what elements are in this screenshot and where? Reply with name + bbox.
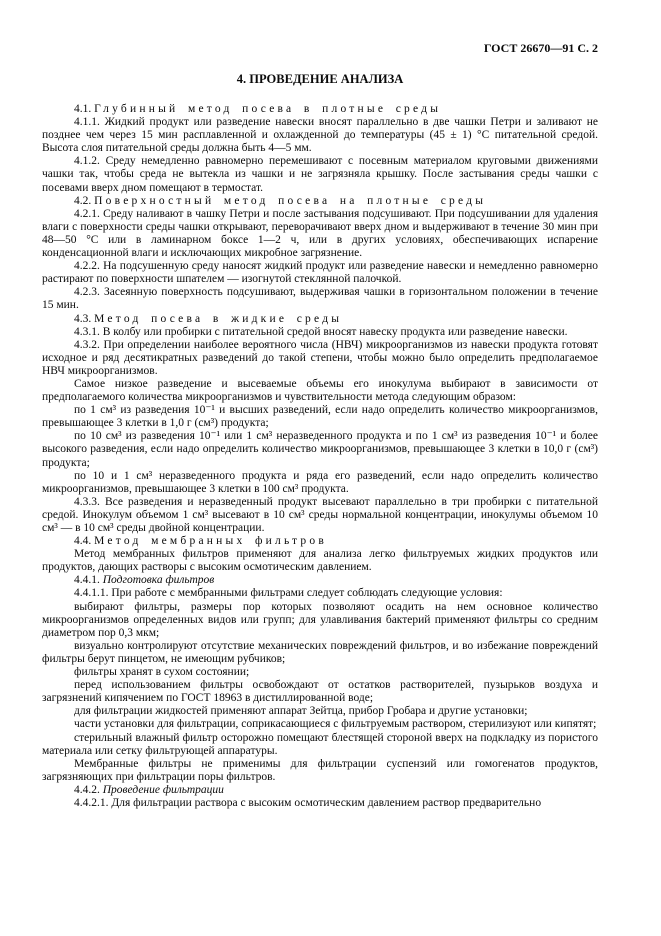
heading-number: 4.1. <box>74 103 92 115</box>
document-body <box>42 103 598 810</box>
paragraph: 4.2.1. Среду наливают в чашку Петри и после застывания подсушивают. При подсушивании для удаления влаги с поверхности среды чашки открывают, переворачивают вверх дном и выдерживают в течение 30 мин при 48—50 °С или в ламинарном боксе 1—2 ч, или в других условиях, обеспечивающих испарение конденсационной влаги и исключающих микробное загрязнение. <box>42 207 598 260</box>
heading-text: Метод мембранных фильтров <box>94 535 327 548</box>
document-code: ГОСТ 26670—91 С. 2 <box>483 41 598 55</box>
heading-text: Проведение фильтрации <box>102 783 224 796</box>
heading-number: 4.4. <box>74 535 92 548</box>
paragraph: 4.3.3. Все разведения и неразведенный продукт высевают параллельно в три пробирки с питательной средой. Инокулум объемом 1 см³ высевают в 10 см³ среды нормальной концентрации, инокулумы объемом 10 см³ — в 10 см³ среды двойной концентрации. <box>42 495 598 534</box>
paragraph: по 10 и 1 см³ неразведенного продукта и ряда его разведений, если надо определить количество микроорганизмов, превышающее 3 клетки в 100 см³ продукта. <box>42 469 598 495</box>
paragraph: 4.3.1. В колбу или пробирки с питательной средой вносят навеску продукта или разведение навески. <box>74 325 568 338</box>
paragraph: Самое низкое разведение и высеваемые объемы его инокулума выбирают в зависимости от предполагаемого количества микроорганизмов и чувствительности метода следующим образом: <box>42 377 598 404</box>
heading-number: 4.4.2. <box>74 783 100 796</box>
heading-number: 4.2. <box>74 194 92 207</box>
paragraph: части установки для фильтрации, соприкасающиеся с фильтруемым раствором, стерилизуют или кипятят; <box>74 718 597 731</box>
paragraph: 4.3.2. При определении наиболее вероятного числа (НВЧ) микроорганизмов из навески продукта готовят исходное и ряд десятикратных разведений до такой степени, чтобы можно было определить предполагаемое НВЧ микроорганизмов. <box>42 338 598 377</box>
paragraph: стерильный влажный фильтр осторожно помещают блестящей стороной вверх на подкладку из пористого материала или сетку фильтрующей аппаратуры. <box>42 731 598 757</box>
paragraph: визуально контролируют отсутствие механических повреждений фильтров, и во избежание повреждений фильтры берут пинцетом, не имеющим рубчиков; <box>42 639 598 665</box>
heading-number: 4.4.1. <box>74 574 100 587</box>
paragraph: по 1 см³ из разведения 10⁻¹ и высших разведений, если надо определить количество микроорганизмов, превышающее 3 клетки в 1,0 г (см³) продукта; <box>42 404 598 430</box>
heading-text: Глубинный метод посева в плотные среды <box>94 103 442 115</box>
paragraph: выбирают фильтры, размеры пор которых позволяют осадить на нем основное количество микроорганизмов определенных видов или групп; для улавливания бактерий применяют фильтры со средним диаметром пор 0,3 мкм; <box>42 600 598 639</box>
subsection-heading <box>42 574 598 587</box>
paragraph: 4.1.2. Среду немедленно равномерно перемешивают с посевным материалом круговыми движениями чашки так, чтобы среда не вытекла из чашки и не загрязняла крышку. После застывания среды чашки с посевами вверх дном помещают в термостат. <box>42 155 598 194</box>
section-heading <box>42 535 598 548</box>
section-heading <box>42 103 598 116</box>
paragraph: перед использованием фильтры освобождают от остатков растворителей, пузырьков воздуха и загрязнений кипячением по ГОСТ 18963 в дистиллированной воде; <box>42 679 598 705</box>
heading-text: Поверхностный метод посева на плотные среды <box>94 194 487 207</box>
section-heading <box>42 195 598 208</box>
paragraph: 4.4.1.1. При работе с мембранными фильтрами следует соблюдать следующие условия: <box>74 587 503 600</box>
paragraph: 4.1.1. Жидкий продукт или разведение навески вносят параллельно в две чашки Петри и заливают не позднее чем через 15 мин расплавленной и охлажденной до температуры (45 ± 1) °С питательной средой. Высота слоя питательной среды должна быть 4—5 мм. <box>42 116 598 155</box>
paragraph: 4.4.2.1. Для фильтрации раствора с высоким осмотическим давлением раствор предварительно <box>74 796 542 809</box>
paragraph: фильтры хранят в сухом состоянии; <box>74 666 250 679</box>
heading-number: 4.3. <box>74 312 92 325</box>
section-title: 4. ПРОВЕДЕНИЕ АНАЛИЗА <box>236 72 404 86</box>
heading-text: Метод посева в жидкие среды <box>94 312 343 325</box>
paragraph: Мембранные фильтры не применимы для фильтрации суспензий или гомогенатов продуктов, загрязняющих при фильтрации поры фильтров. <box>42 757 598 783</box>
paragraph: 4.2.3. Засеянную поверхность подсушивают, выдерживая чашки в горизонтальном положении в течение 15 мин. <box>42 286 598 312</box>
heading-text: Подготовка фильтров <box>102 574 215 587</box>
page-header <box>42 42 598 55</box>
subsection-heading <box>42 784 598 797</box>
paragraph: для фильтрации жидкостей применяют аппарат Зейтца, прибор Гробара и другие установки; <box>74 705 528 718</box>
paragraph: по 10 см³ из разведения 10⁻¹ или 1 см³ неразведенного продукта и по 1 см³ из разведения 10⁻¹ и более высокого разведения, если надо определить количество микроорганизмов, превышающее 3 клетки в 10,0 г (см³) продукта; <box>42 430 598 469</box>
paragraph: Метод мембранных фильтров применяют для анализа легко фильтруемых жидких продуктов или продуктов, дающих растворы с высоким осмотическим давлением. <box>42 548 598 574</box>
paragraph: 4.2.2. На подсушенную среду наносят жидкий продукт или разведение навески и немедленно равномерно растирают по поверхности шпателем — изогнутой стеклянной палочкой. <box>42 260 598 286</box>
section-heading <box>42 313 598 326</box>
